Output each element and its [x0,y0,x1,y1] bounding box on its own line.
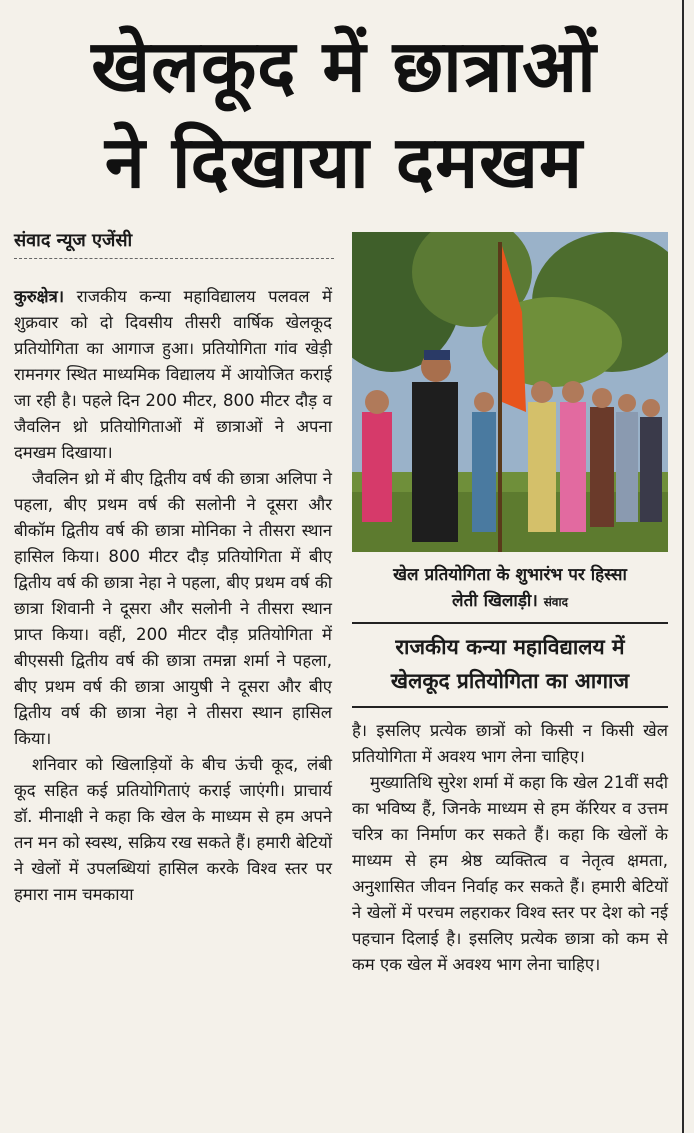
caption-line-2 [352,588,668,615]
subhead-line-1: राजकीय कन्या महाविद्यालय में [395,635,625,659]
paragraph-3: शनिवार को खिलाड़ियों के बीच ऊंची कूद, लंबी कूद सहित कई प्रतियोगिताएं कराई जाएंगी। प्राचार्य डॉ. मीनाक्षी ने कहा कि खेल के माध्यम से हम अपने तन मन को स्वस्थ, सक्रिय रख सकते हैं। हमारी बेटियों ने खेलों में उपलब्धियां हासिल करके विश्व स्तर पर हमारा नाम चमकाया [14,755,332,904]
byline: संवाद न्यूज एजेंसी [14,230,133,251]
right-paragraph-1: है। इसलिए प्रत्येक छात्रों को किसी न किसी खेल प्रतियोगिता में अवश्य भाग लेना चाहिए। [352,721,668,766]
headline-line-2: ने दिखाया दमखम [104,120,584,204]
students-march-illustration [352,232,668,552]
subhead-top-rule [352,622,668,624]
left-column [14,284,332,908]
news-photo [352,232,668,552]
caption-line-2-text: लेती खिलाड़ी। [452,591,538,611]
photo-credit: संवाद [543,595,568,609]
paragraph-1-text: राजकीय कन्या महाविद्यालय पलवल में शुक्रवार को दो दिवसीय तीसरी वार्षिक खेलकूद प्रतियोगिता का आगाज हुआ। प्रतियोगिता गांव खेड़ी रामनगर स्थित माध्यमिक विद्यालय में आयोजित कराई जा रही है। पहले दिन 200 मीटर, 800 मीटर दौड़ व जैवलिन थ्रो प्रतियोगिताओं में छात्राओं ने अपना दमखम दिखाया। [14,287,332,462]
dateline: कुरुक्षेत्र। [14,287,65,306]
right-paragraph-2: मुख्यातिथि सुरेश शर्मा में कहा कि खेल 21वीं सदी का भविष्य हैं, जिनके माध्यम से हम कॅरियर व उत्तम चरित्र का निर्माण कर सकते हैं। कहा कि खेलों के माध्यम से हम श्रेष्ठ व्यक्तित्व व नेतृत्व क्षमता, अनुशासित जीवन निर्वाह कर सकते हैं। हमारी बेटियों ने खेलों में परचम लहराकर विश्व स्तर पर देश को नई पहचान दिलाई है। इसलिए प्रत्येक छात्रा को कम से कम एक खेल में अवश्य भाग लेना चाहिए। [352,773,668,974]
paragraph-2: जैवलिन थ्रो में बीए द्वितीय वर्ष की छात्रा अलिपा ने पहला, बीए प्रथम वर्ष की सलोनी ने दूसरा और बीकॉम द्वितीय वर्ष की छात्रा मोनिका ने तीसरा स्थान हासिल किया। 800 मीटर दौड़ प्रतियोगिता में बीए द्वितीय वर्ष की छात्रा नेहा ने पहला, बीए प्रथम वर्ष की छात्रा शिवानी ने दूसरा और सलोनी ने तीसरा स्थान प्राप्त किया। वहीं, 200 मीटर दौड़ प्रतियोगिता में बीएससी द्वितीय वर्ष की छात्रा तमन्ना शर्मा ने पहला, बीए प्रथम वर्ष की छात्रा आयुषी ने दूसरा और बीए द्वितीय वर्ष की छात्रा नेहा ने तीसरा स्थान हासिल किया। [14,469,332,748]
headline-line-1: खेलकूद में छात्राओं [91,24,597,108]
byline-divider [14,258,334,259]
subhead-bottom-rule [352,706,668,708]
right-column [352,718,668,978]
column-border [682,0,684,1133]
paragraph-1 [14,284,332,466]
subhead-line-2: खेलकूद प्रतियोगिता का आगाज [390,669,630,693]
photo-caption [352,562,668,615]
subheadline [352,630,668,698]
caption-line-1: खेल प्रतियोगिता के शुभारंभ पर हिस्सा [393,565,627,585]
headline [12,18,676,210]
